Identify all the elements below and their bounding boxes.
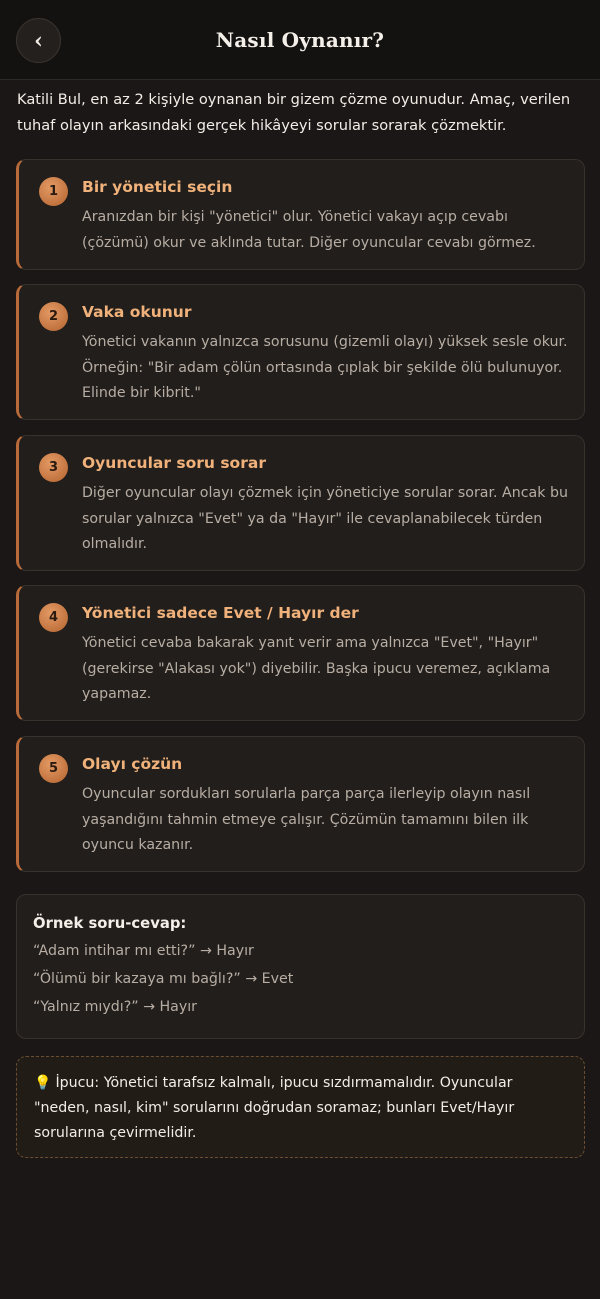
step-card-3 xyxy=(16,435,585,571)
step-description: Diğer oyuncular olayı çözmek için yöneticiye sorular sorar. Ancak bu sorular yalnızca "Evet" ya da "Hayır" ile cevaplanabilecek türden olmalıdır. xyxy=(82,485,568,552)
step-card-1 xyxy=(16,159,585,270)
step-card-5 xyxy=(16,736,585,872)
back-button[interactable] xyxy=(16,18,61,63)
step-number-badge: 4 xyxy=(39,603,68,632)
chevron-left-icon: ‹ xyxy=(34,27,43,54)
step-description: Yönetici vakanın yalnızca sorusunu (gizemli olayı) yüksek sesle okur. Örneğin: "Bir adam çölün ortasında çıplak bir şekilde ölü bulunuyor. Elinde bir kibrit." xyxy=(82,334,568,401)
step-title: Yönetici sadece Evet / Hayır der xyxy=(82,604,359,622)
step-description: Aranızdan bir kişi "yönetici" olur. Yönetici vakayı açıp cevabı (çözümü) okur ve aklında tutar. Diğer oyuncular cevabı görmez. xyxy=(82,209,536,251)
example-qa-line: “Adam intihar mı etti?” → Hayır xyxy=(33,943,254,959)
step-title: Oyuncular soru sorar xyxy=(82,454,266,472)
example-qa-card xyxy=(16,894,585,1039)
step-title: Olayı çözün xyxy=(82,755,183,773)
step-title: Bir yönetici seçin xyxy=(82,178,233,196)
page-title: Nasıl Oynanır? xyxy=(215,27,385,52)
step-card-4 xyxy=(16,585,585,721)
step-number-badge: 1 xyxy=(39,177,68,206)
example-qa-line: “Yalnız mıydı?” → Hayır xyxy=(33,999,198,1015)
example-qa-line: “Ölümü bir kazaya mı bağlı?” → Evet xyxy=(33,971,294,987)
example-title: Örnek soru-cevap: xyxy=(33,915,187,932)
step-description: Yönetici cevaba bakarak yanıt verir ama yalnızca "Evet", "Hayır" (gerekirse "Alakası yok") diyebilir. Başka ipucu veremez, açıklama yapamaz. xyxy=(82,635,551,702)
tip-card xyxy=(16,1056,585,1158)
step-number-badge: 2 xyxy=(39,302,68,331)
lightbulb-icon: 💡 xyxy=(34,1075,52,1091)
step-card-2 xyxy=(16,284,585,420)
intro-text: Katili Bul, en az 2 kişiyle oynanan bir gizem çözme oyunudur. Amaç, verilen tuhaf olayın arkasındaki gerçek hikâyeyi sorular sorarak çözmektir. xyxy=(17,91,571,134)
step-description: Oyuncular sordukları sorularla parça parça ilerleyip olayın nasıl yaşandığını tahmin etmeye çalışır. Çözümün tamamını bilen ilk oyuncu kazanır. xyxy=(82,786,531,853)
step-number-badge: 5 xyxy=(39,754,68,783)
tip-text: İpucu: Yönetici tarafsız kalmalı, ipucu sızdırmamalıdır. Oyuncular "neden, nasıl, kim" sorularını doğrudan soramaz; bunları Evet/Hayır sorularına çevirmelidir. xyxy=(34,1075,515,1141)
header xyxy=(0,0,600,80)
step-number-badge: 3 xyxy=(39,453,68,482)
step-title: Vaka okunur xyxy=(82,303,192,321)
